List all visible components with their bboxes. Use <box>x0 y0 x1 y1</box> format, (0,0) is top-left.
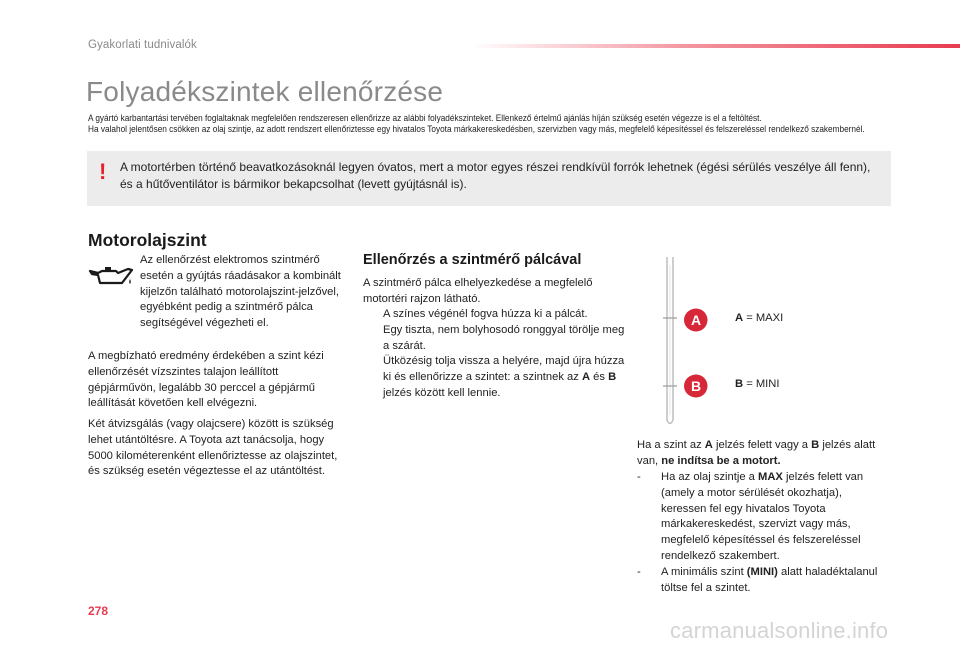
step-text: A színes végénél fogva húzza ki a pálcát. <box>383 308 588 320</box>
marker-b-badge <box>683 373 709 399</box>
header-accent-line <box>470 44 960 48</box>
list-item <box>637 565 889 597</box>
step-text: Egy tiszta, nem bolyhosodó ronggyal törölje meg a szárát. <box>383 323 625 352</box>
oil-paragraph-3: Két átvizsgálás (vagy olajcsere) között is szükség lehet utántöltésre. A Toyota azt tanácsolja, hogy 5000 kilométerenként ellenőriztesse az olajszintet, és szükség esetén végeztesse el az utántöltést. <box>88 418 338 478</box>
mark-a-ref: A <box>581 371 591 384</box>
dash-marker: - <box>637 471 641 483</box>
mini-text: (MINI) <box>746 565 778 578</box>
dipstick-steps <box>363 307 628 402</box>
marker-a-badge <box>683 307 709 333</box>
watermark: carmanualsonline.info <box>670 618 889 643</box>
list-item <box>637 470 889 565</box>
text: . <box>777 454 781 467</box>
label-a-letter: A <box>735 312 744 324</box>
dipstick-intro: A szintmérő pálca elhelyezkedése a megfelelő motortéri rajzon látható. <box>363 277 593 305</box>
intro-line-1: A gyártó karbantartási tervében foglaltaknak megfelelően rendszeresen ellenőrizze az alábbi folyadékszinteket. Ellenkező értelmű ajánlás híján szükség esetén végezze is el a feltöltést. <box>88 113 762 124</box>
step-text: jelzés között kell lennie. <box>383 386 501 399</box>
intro-text <box>88 113 888 135</box>
dipstick-heading: Ellenőrzés a szintmérő pálcával <box>363 252 582 268</box>
oil-paragraph-2: A megbízható eredmény érdekében a szint kézi ellenőrzését vízszintes talajon leállított gépjárművön, legalább 30 perccel a gépjármű leállítását követően kell elvégezni. <box>88 350 324 410</box>
warning-text: A motortérben történő beavatkozásoknál legyen óvatos, mert a motor egyes részei rendkívül forrók lehetnek (égési sérülés veszélye áll fenn), és a hűtőventilátor is bármikor bekapcsolhat (levett gyújtásnál is). <box>120 160 871 191</box>
oil-paragraph-1: Az ellenőrzést elektromos szintmérő esetén a gyújtás ráadásakor a kombinált kijelzőn található motorolajszint-jelzővel, egyébként pedig a szintmérő pálca segítségével végezheti el. <box>140 254 341 330</box>
text: jelzés felett vagy a <box>712 439 812 451</box>
text: Ha a szint az <box>637 439 705 451</box>
text: A minimális szint <box>661 565 747 578</box>
max-text: MAX <box>758 471 783 483</box>
dipstick-illustration <box>650 255 690 430</box>
list-item <box>363 323 628 355</box>
list-item <box>363 307 628 323</box>
oil-heading: Motorolajszint <box>88 230 207 250</box>
warning-icon: ! <box>99 159 107 184</box>
label-b-letter: B <box>735 378 744 390</box>
mark-b-ref: B <box>811 439 820 451</box>
step-text: és <box>590 371 609 384</box>
text: jelzés felett van (amely a motor sérülését okozhatja), keressen fel egy hivatalos Toyota márkakereskedést, szervizt vagy más, megfelelő képesítéssel és felszereléssel rendelkező szakembert. <box>661 471 864 562</box>
step-text: Ütközésig tolja vissza a helyére, majd újra húzza ki és ellenőrizze a szintet: a szintnek az <box>383 355 625 384</box>
level-list <box>637 470 889 596</box>
section-label: Gyakorlati tudnivalók <box>88 39 197 51</box>
marker-a-text: A <box>690 312 702 328</box>
mark-a-ref: A <box>704 439 713 451</box>
marker-b-text: B <box>690 378 702 394</box>
dash-marker: - <box>637 565 641 578</box>
text: alatt haladéktalanul töltse fel a szintet. <box>661 565 878 594</box>
intro-line-2: Ha valahol jelentősen csökken az olaj szintje, az adott rendszert ellenőriztesse egy hivatalos Toyota márkakereskedésben, szervizben vagy más, megfelelő képesítéssel és felszereléssel rendelkező szakembernél. <box>88 124 865 135</box>
label-mini <box>735 378 779 390</box>
mark-b-ref: B <box>608 371 617 384</box>
label-a-text: = MAXI <box>743 312 784 324</box>
text: Ha az olaj szintje a <box>661 471 759 483</box>
page-title: Folyadékszintek ellenőrzése <box>86 76 444 107</box>
oil-can-icon <box>88 263 134 291</box>
list-item <box>363 354 628 401</box>
do-not-start-text: ne indítsa be a motort <box>661 454 778 467</box>
text: jelzés alatt van, <box>637 439 876 467</box>
page-number: 278 <box>88 604 109 618</box>
label-b-text: = MINI <box>743 378 780 390</box>
level-intro <box>637 438 887 470</box>
label-maxi <box>735 312 783 324</box>
